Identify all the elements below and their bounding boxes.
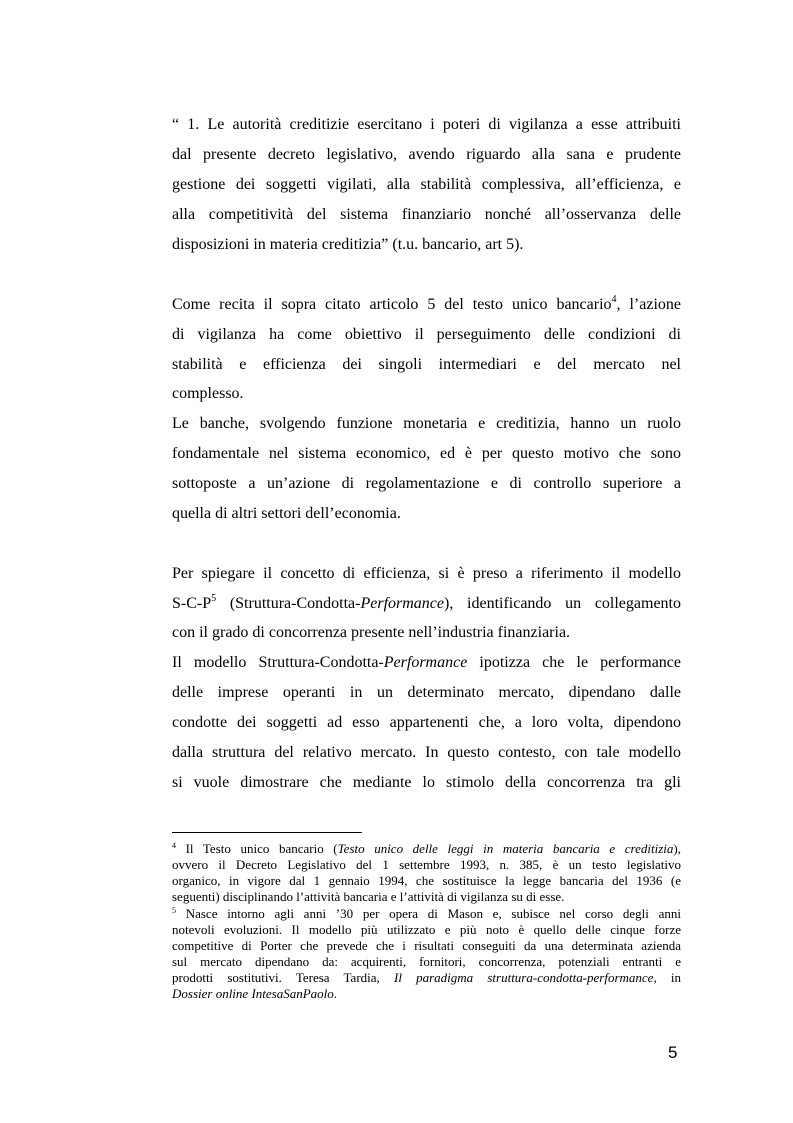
paragraph-line: sottoposte a un’azione di regolamentazione e di controllo superiore a: [172, 475, 681, 492]
italic-span: Il paradigma struttura-condotta-performance: [393, 970, 654, 985]
text-span: Nasce intorno agli anni ’30 per opera di Mason e, subisce nel corso degli anni: [176, 906, 681, 921]
text-span: ),: [673, 841, 681, 856]
quote-line: gestione dei soggetti vigilati, alla stabilità complessiva, all’efficienza, e: [172, 176, 681, 193]
text-span: Il modello Struttura-Condotta-: [172, 654, 384, 671]
footnote-number: 5: [172, 905, 176, 915]
page-number: 5: [668, 1043, 678, 1062]
paragraph-line: quella di altri settori dell’economia.: [172, 505, 401, 522]
paragraph-line: si vuole dimostrare che mediante lo stimolo della concorrenza tra gli: [172, 774, 681, 791]
italic-span: Performance: [360, 595, 444, 612]
italic-span: Performance: [383, 654, 468, 671]
footnote-line: [172, 986, 681, 1001]
paragraph-line: con il grado di concorrenza presente nell’industria finanziaria.: [172, 624, 571, 641]
quote-line: disposizioni in materia creditizia” (t.u. bancario, art 5).: [172, 236, 524, 253]
text-span: ipotizza che le performance: [467, 654, 681, 671]
paragraph-line: [172, 653, 681, 673]
paragraph-line: Per spiegare il concetto di efficienza, si è preso a riferimento il modello: [172, 565, 681, 582]
italic-span: Testo unico delle leggi in materia bancaria e creditizia: [337, 841, 674, 856]
paragraph-line: di vigilanza ha come obiettivo il perseguimento delle condizioni di: [172, 326, 681, 343]
paragraph-line: Le banche, svolgendo funzione monetaria e creditizia, hanno un ruolo: [172, 415, 681, 432]
footnote-number: 4: [172, 840, 176, 850]
paragraph-line: delle imprese operanti in un determinato mercato, dipendano dalle: [172, 684, 681, 701]
paragraph-line: stabilità e efficienza dei singoli intermediari e del mercato nel: [172, 356, 681, 373]
footnote-line: seguenti) disciplinando l’attività bancaria e l’attività di vigilanza su di esse.: [172, 889, 565, 904]
paragraph-line: complesso.: [172, 385, 244, 402]
footnote-ref-5[interactable]: 5: [211, 592, 217, 604]
footnote-line: sul mercato dipendano da: acquirenti, fornitori, concorrenza, potenziali entranti e: [172, 954, 681, 969]
footnote-line: ovvero il Decreto Legislativo del 1 settembre 1993, n. 385, è un testo legislativo: [172, 857, 681, 872]
text-span: prodotti sostitutivi. Teresa Tardia,: [172, 970, 394, 985]
footnote-line: competitive di Porter che prevede che i risultati conseguiti da una determinata azienda: [172, 938, 681, 953]
footnote-line: organico, in vigore dal 1 gennaio 1994, che sostituisce la legge bancaria del 1936 (e: [172, 873, 681, 888]
footnote-line: [172, 906, 681, 921]
paragraph-line: [172, 594, 681, 614]
paragraph-line: condotte dei soggetti ad esso appartenenti che, a loro volta, dipendono: [172, 714, 681, 731]
quote-line: dal presente decreto legislativo, avendo riguardo alla sana e prudente: [172, 146, 681, 163]
footnote-line: notevoli evoluzioni. Il modello più utilizzato e più noto è quello delle cinque forze: [172, 922, 681, 937]
text-span: Il Testo unico bancario (: [176, 841, 338, 856]
paragraph-line: dalla struttura del relativo mercato. In questo contesto, con tale modello: [172, 744, 681, 761]
paragraph-line: fondamentale nel sistema economico, ed è per questo motivo che sono: [172, 445, 681, 462]
footnote-line: [172, 970, 681, 985]
footnote-line: [172, 841, 681, 856]
quote-line: alla competitività del sistema finanziario nonché all’osservanza delle: [172, 206, 681, 223]
text-span: (Struttura-Condotta-: [216, 595, 361, 612]
text-span: , in: [653, 970, 682, 985]
text-span: S-C-P: [172, 595, 212, 612]
text-span: ), identificando un collegamento: [444, 595, 682, 612]
quote-line: “ 1. Le autorità creditizie esercitano i poteri di vigilanza a esse attribuiti: [172, 116, 681, 133]
paragraph-line: [172, 295, 681, 315]
text-span: .: [333, 986, 338, 1001]
footnote-separator: [172, 832, 362, 833]
italic-span: Dossier online IntesaSanPaolo: [172, 986, 334, 1001]
footnote-ref-4[interactable]: 4: [611, 293, 617, 305]
text-span: Come recita il sopra citato articolo 5 del testo unico bancario: [172, 296, 612, 313]
text-span: , l’azione: [616, 296, 681, 313]
